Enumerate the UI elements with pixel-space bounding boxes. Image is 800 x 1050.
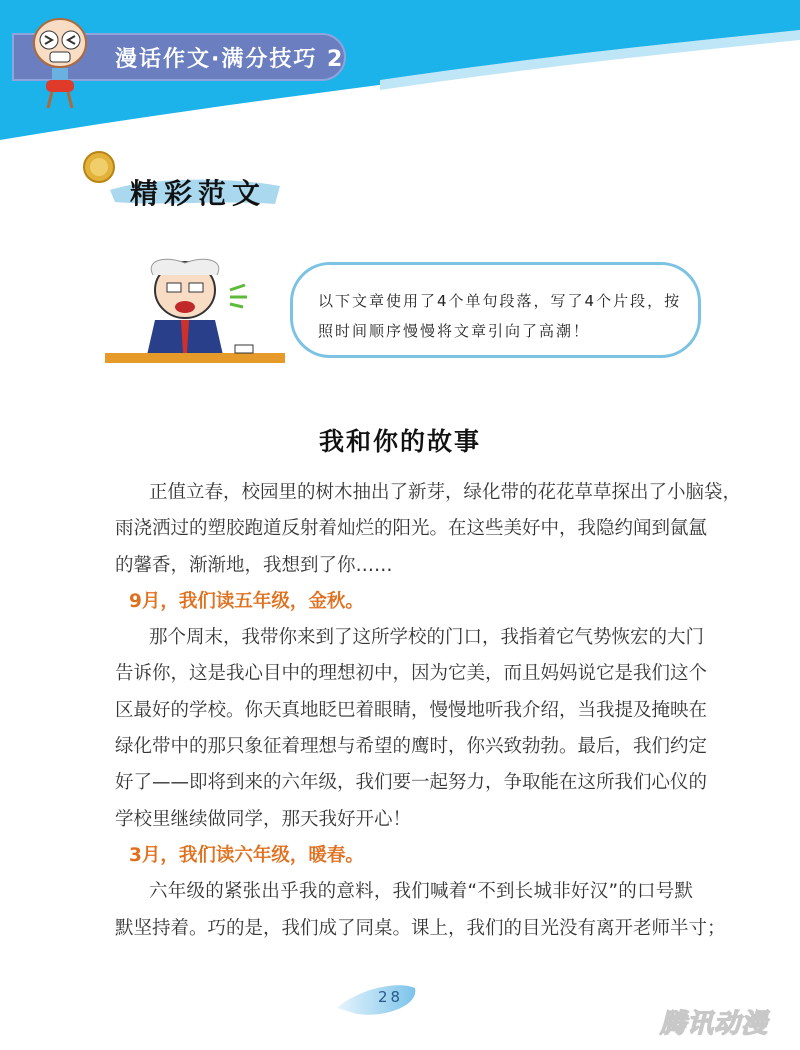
essay-line: 默坚持着。巧的是，我们成了同桌。课上，我们的目光没有离开老师半寸；	[115, 917, 726, 939]
essay-line: 六年级的紧张出乎我的意料，我们喊着“不到长城非好汉”的口号默	[149, 881, 693, 903]
essay-line: 的馨香，渐渐地，我想到了你……	[115, 554, 393, 576]
bubble-line: 照时间顺序慢慢将文章引向了高潮！	[318, 322, 591, 340]
essay-body	[115, 475, 742, 947]
essay-line: 雨浇洒过的塑胶跑道反射着灿烂的阳光。在这些美好中，我隐约闻到氤氲	[115, 518, 708, 540]
page-number-blob	[337, 980, 417, 1018]
section-title: 精彩范文	[130, 177, 267, 210]
series-title: 漫话作文·满分技巧 2	[115, 47, 345, 72]
essay-line: 区最好的学校。你天真地眨巴着眼睛，慢慢地听我介绍，当我提及掩映在	[115, 699, 708, 721]
speech-bubble-text	[318, 286, 688, 346]
essay-title: 我和你的故事	[318, 427, 481, 456]
essay-line: 正值立春，校园里的树木抽出了新芽，绿化带的花花草草探出了小脑袋，	[149, 482, 742, 503]
watermark-logo: 腾讯动漫	[660, 1009, 769, 1039]
essay-line: 好了——即将到来的六年级，我们要一起努力，争取能在这所我们心仪的	[115, 772, 708, 794]
essay-line: 绿化带中的那只象征着理想与希望的鹰时，你兴致勃勃。最后，我们约定	[115, 736, 708, 758]
essay-subheading: 3月，我们读六年级，暖春。	[129, 844, 364, 866]
essay-line: 那个周末，我带你来到了这所学校的门口，我指着它气势恢宏的大门	[149, 627, 705, 649]
mascot-boy-illustration	[20, 8, 100, 113]
essay-subheading: 9月，我们读五年级，金秋。	[129, 590, 364, 612]
bubble-line: 以下文章使用了4个单句段落，写了4个片段，按	[318, 292, 682, 310]
teacher-illustration	[105, 255, 285, 365]
essay-line: 学校里继续做同学，那天我好开心！	[115, 808, 412, 830]
page-number: 28	[378, 988, 404, 1006]
essay-line: 告诉你，这是我心目中的理想初中，因为它美，而且妈妈说它是我们这个	[115, 663, 708, 685]
